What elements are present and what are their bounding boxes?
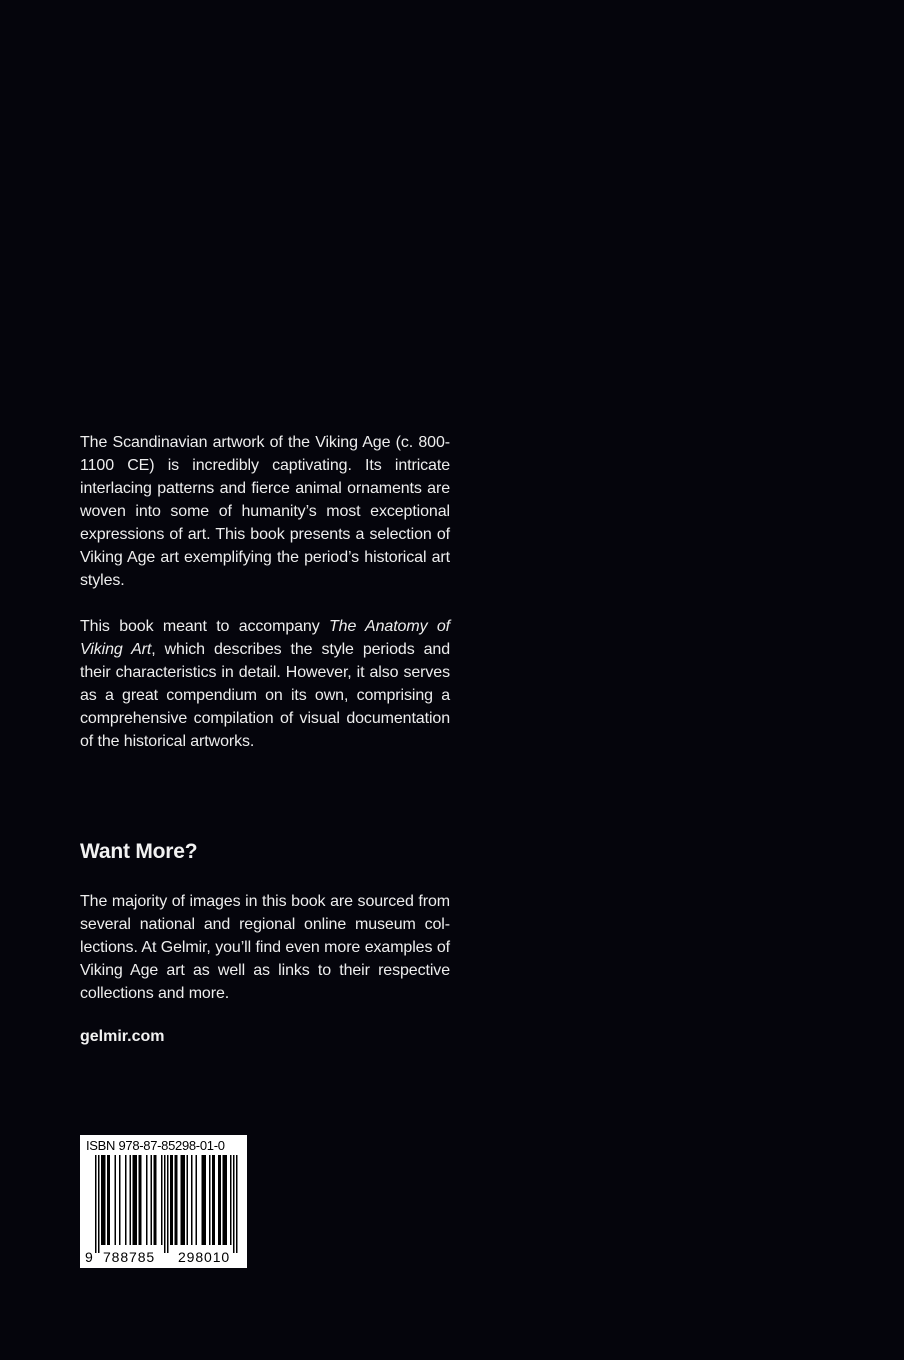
barcode-bar <box>167 1155 169 1253</box>
barcode-bar <box>175 1155 177 1245</box>
barcode-bar <box>172 1155 174 1245</box>
barcode-bar <box>98 1155 100 1253</box>
barcode-bar <box>218 1155 220 1245</box>
barcode-bar <box>146 1155 148 1245</box>
barcode-bar <box>133 1155 135 1245</box>
paragraph-2-text <box>80 615 450 753</box>
barcode-bar <box>109 1155 111 1245</box>
barcode-bar <box>187 1155 189 1245</box>
barcode-bar <box>233 1155 235 1253</box>
barcode-bar <box>125 1155 127 1245</box>
barcode-bar <box>161 1155 163 1245</box>
barcode-bar <box>209 1155 211 1245</box>
barcode-bar <box>115 1155 117 1245</box>
barcode-bar <box>220 1155 222 1245</box>
paragraph-2-before: This book meant to accompany <box>80 618 329 635</box>
barcode-bar <box>212 1155 214 1245</box>
barcode-bar <box>226 1155 228 1245</box>
barcode-bar <box>151 1155 153 1245</box>
barcode-left-digits: 788785 <box>103 1249 156 1265</box>
barcode-right-digits: 298010 <box>178 1249 231 1265</box>
want-more-paragraph <box>80 890 450 1005</box>
barcode-bar <box>130 1155 132 1245</box>
barcode-bar <box>164 1155 166 1253</box>
barcode-bar <box>134 1155 136 1245</box>
barcode-bar <box>181 1155 183 1245</box>
description-paragraph-2 <box>80 615 450 753</box>
barcode-bar <box>104 1155 106 1245</box>
paragraph-2-after: , which describes the style periods and their characteristics in detail. However, it also serves as a great compendium on its own, comprising a comprehensive compilation of visual documentation of the historical artworks. <box>80 641 450 750</box>
barcode-bar <box>203 1155 205 1245</box>
barcode-bar <box>196 1155 198 1245</box>
barcode-bar <box>154 1155 156 1245</box>
barcode-bar <box>170 1155 172 1245</box>
barcode-bar <box>230 1155 232 1245</box>
barcode-bar <box>103 1155 105 1245</box>
barcode-bar <box>155 1155 157 1245</box>
barcode-bar <box>95 1155 97 1253</box>
isbn-label: ISBN 978-87-85298-01-0 <box>86 1138 225 1153</box>
barcode-bar <box>107 1155 109 1245</box>
want-more-heading: Want More? <box>80 840 198 863</box>
barcode-bar <box>184 1155 186 1245</box>
website-link[interactable]: gelmir.com <box>80 1028 165 1045</box>
barcode-bar <box>119 1155 121 1245</box>
barcode-bar <box>176 1155 178 1245</box>
paragraph-1-text: The Scandinavian artwork of the Viking Age (c. 800-1100 CE) is incredibly captivating. Its intricate interlacing patterns and fierce animal ornaments are woven into some of humanity’s most exceptional expressions of art. This book presents a selection of Viking Age art exemplifying the period’s historical art styles. <box>80 434 450 589</box>
barcode-bar <box>101 1155 103 1245</box>
barcode-bar <box>182 1155 184 1245</box>
barcode-bar <box>214 1155 216 1245</box>
barcode-bar <box>202 1155 204 1245</box>
barcode-bar <box>236 1155 238 1253</box>
description-paragraph-1 <box>80 431 450 592</box>
barcode-first-digit: 9 <box>85 1249 94 1265</box>
barcode-bar <box>136 1155 138 1245</box>
barcode-bar <box>139 1155 141 1245</box>
barcode-bar <box>191 1155 193 1245</box>
isbn-barcode <box>80 1135 247 1268</box>
barcode-bar <box>224 1155 226 1245</box>
barcode-bar <box>223 1155 225 1245</box>
barcode-bar <box>140 1155 142 1245</box>
barcode-bar <box>205 1155 207 1245</box>
paragraph-3-text: The majority of images in this book are sourced from several national and regional online museum col-lections. At Gelmir, you’ll find even more examples of Viking Age art as well as links to their respective collections and more. <box>80 893 450 1002</box>
companion-book-title: The Anatomy of Viking Art <box>80 618 450 658</box>
